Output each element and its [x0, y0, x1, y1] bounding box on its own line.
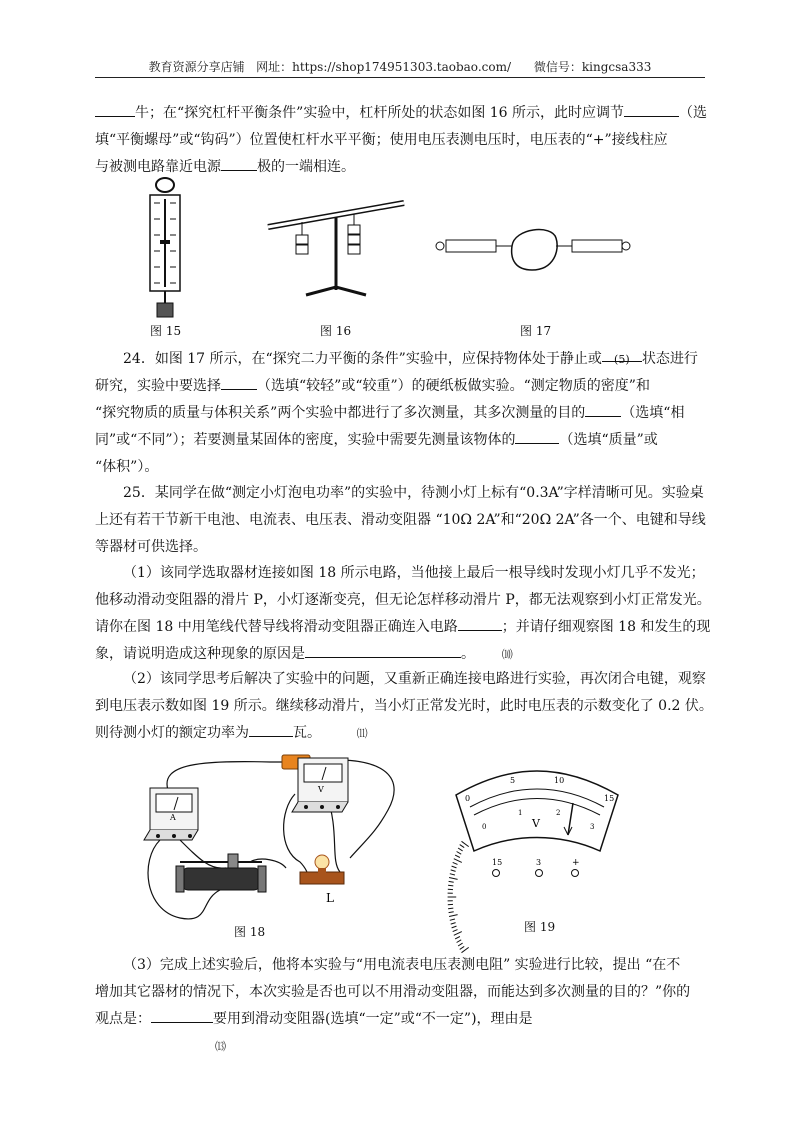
- terminal-plus: [572, 870, 579, 877]
- dial-tick: [450, 874, 455, 875]
- ammeter-letter: A: [170, 813, 176, 822]
- inner-tick-label: 2: [556, 809, 561, 817]
- answer-blank[interactable]: [221, 155, 257, 171]
- header-divider: [95, 77, 705, 78]
- answer-blank[interactable]: [249, 721, 293, 737]
- question-25-part-1: （1）该同学选取器材连接如图 18 所示电路，当他接上最后一根导线时发现小灯几乎不发光； 他移动滑动变阻器的滑片 P，小灯逐渐变亮，但无论怎样移动滑片 P，都无法观察到小灯正常发光。 请你在图 18 中用笔线代替导线将滑动变阻器正确连入电路 ；并请仔细观察图 18 和发生的现 象，请说明造成这种现象的原因是 。 ⑽: [95, 565, 711, 662]
- blank-number: ⑾: [356, 727, 368, 740]
- outer-tick-label: 10: [554, 776, 565, 785]
- dial-tick: [460, 946, 465, 949]
- dial-tick: [462, 841, 469, 846]
- dial-tick: [451, 870, 456, 872]
- question-25-intro: 25．某同学在做“测定小灯泡电功率”的实验中，待测小灯上标有“0.3A”字样清晰可见。实验桌 上还有若干节新干电池、电流表、电压表、滑动变阻器 “10Ω 2A”和“20Ω 2A”各一个、电键和导线 等器材可供选择。: [95, 485, 706, 555]
- inner-tick-label: 3: [590, 823, 595, 831]
- outer-tick-label: 5: [510, 776, 516, 785]
- voltmeter-letter: V: [318, 785, 324, 794]
- outer-tick-label: 15: [604, 794, 615, 803]
- inner-tick-label: 0: [482, 823, 487, 831]
- dial-tick: [449, 881, 454, 882]
- lamp-label: L: [326, 891, 334, 905]
- figure-15-caption: 图 15: [150, 324, 182, 338]
- dial-tick: [455, 855, 460, 857]
- dial-tick: [451, 923, 456, 925]
- store-name: 教育资源分享店铺: [148, 60, 245, 74]
- terminal-3: [536, 870, 543, 877]
- dial-tick: [449, 912, 454, 913]
- wechat-id: 微信号：kingcsa333: [533, 60, 652, 74]
- dial-tick: [449, 915, 458, 917]
- answer-blank[interactable]: [305, 642, 461, 658]
- url-label: 网址：: [256, 60, 293, 74]
- dial-tick: [452, 926, 457, 928]
- question-24: 24．如图 17 所示，在“探究二力平衡的条件”实验中，应保持物体处于静止或 (5) 状态进行 研究，实验中要选择 （选填“较轻”或“较重”）的硬纸板做实验。“测定物质的密度”和 “探究物质的质量与体积关系”两个实验中都进行了多次测量，其多次测量的目的 （选填“相 同”或“不同”）；若要测量某固体的密度，实验中需要先测量该物体的 （选填“质量”或 “体积”）。: [95, 346, 707, 481]
- answer-blank[interactable]: [624, 101, 679, 117]
- dial-tick: [453, 930, 458, 932]
- figure-17-caption: 图 17: [520, 324, 552, 338]
- ammeter: [144, 788, 198, 840]
- dial-tick: [450, 919, 455, 920]
- dial-tick: [457, 940, 462, 943]
- dial-tick: [458, 943, 463, 946]
- answer-blank[interactable]: [151, 1007, 213, 1023]
- figure-18-caption: 图 18: [234, 925, 266, 939]
- outer-tick-label: 0: [465, 794, 471, 803]
- answer-blank[interactable]: [95, 101, 135, 117]
- dial-tick: [449, 878, 458, 880]
- dial-tick: [452, 866, 457, 868]
- terminal-label: 15: [492, 858, 503, 867]
- dial-tick: [454, 932, 462, 936]
- figure-18-circuit: [140, 750, 410, 925]
- figure-15-spring-scale: [140, 175, 190, 325]
- blank-number: ⑽: [501, 648, 513, 661]
- dial-tick: [455, 937, 460, 939]
- dial-letter: V: [532, 817, 540, 830]
- dial-tick: [460, 845, 465, 848]
- dial-tick: [457, 852, 462, 855]
- figure-16-lever: [262, 195, 410, 305]
- voltmeter: [292, 758, 348, 812]
- blank-number: ⒀: [215, 1040, 226, 1053]
- figure-17-cardboard-balance: [432, 220, 632, 280]
- terminal-label: 3: [536, 858, 542, 867]
- store-url[interactable]: https://shop174951303.taobao.com/: [292, 60, 512, 74]
- figure-19-caption: 图 19: [524, 920, 556, 934]
- question-25-part-2: （2）该同学思考后解决了实验中的问题，又重新正确连接电路进行实验，再次闭合电键，观察 到电压表示数如图 19 所示。继续移动滑片，当小灯正常发光时，此时电压表的示数变化了 0.2 伏。 则待测小灯的额定功率为 瓦。 ⑾: [95, 671, 713, 741]
- answer-blank[interactable]: [221, 374, 257, 390]
- sliding-rheostat: [176, 854, 266, 892]
- dial-tick: [458, 848, 463, 851]
- answer-blank[interactable]: [585, 401, 621, 417]
- question-25-part-3: （3）完成上述实验后，他将本实验与“用电流表电压表测电阻” 实验进行比较，提出 “在不 增加其它器材的情况下，本次实验是否也可以不用滑动变阻器，而能达到多次测量的目的？”你的 观点是： 要用到滑动变阻器(选填“一定”或“不一定”)，理由是 ⒀: [95, 957, 691, 1053]
- question-23-tail: 牛；在“探究杠杆平衡条件”实验中，杠杆所处的状态如图 16 所示，此时应调节 （选 填“平衡螺母”或“钩码”）位置使杠杆水平平衡；使用电压表测电压时，电压表的“+”接线柱应 与被测电路靠近电源 极的一端相连。: [95, 100, 707, 181]
- terminal-label: +: [572, 858, 580, 868]
- terminal-15: [493, 870, 500, 877]
- dial-tick: [454, 859, 462, 863]
- figure-19-voltmeter-dial: [452, 765, 622, 883]
- lamp: [300, 855, 344, 884]
- answer-blank[interactable]: [515, 428, 559, 444]
- dial-tick: [448, 908, 453, 909]
- figure-16-caption: 图 16: [320, 324, 352, 338]
- answer-blank[interactable]: [458, 615, 502, 631]
- dial-tick: [453, 862, 458, 864]
- dial-tick: [448, 885, 453, 886]
- page-header: [95, 58, 705, 75]
- answer-blank[interactable]: (5): [602, 346, 642, 362]
- inner-tick-label: 1: [518, 809, 523, 817]
